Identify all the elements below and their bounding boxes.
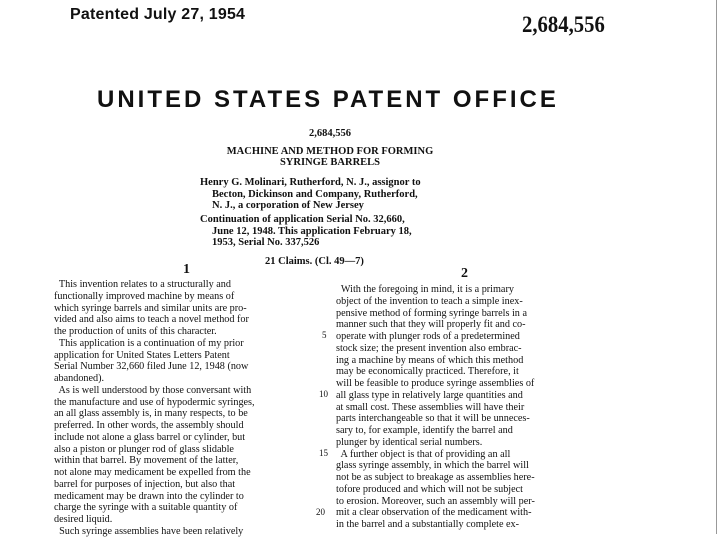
column2-line: stock size; the present invention also embrac-: [336, 342, 522, 354]
continuation-line-3: 1953, Serial No. 337,526: [212, 237, 320, 248]
column-2: [336, 284, 535, 531]
column2-line: plunger by identical serial numbers.: [336, 436, 483, 448]
column2-line: manner such that they will properly fit and co-: [336, 319, 526, 331]
column1-line: the production of units of this character.: [54, 326, 217, 337]
column2-line: sary to, for example, identify the barrel and: [336, 425, 513, 436]
column2-line: tofore produced and which will not be subject: [336, 483, 524, 495]
column1-line: medicament may be drawn into the cylinder to: [54, 490, 244, 502]
column1-line: include not alone a glass barrel or cylinder, but: [54, 431, 246, 443]
column1-line: This invention relates to a structurally and: [54, 279, 231, 290]
column-number-1: 1: [183, 262, 190, 277]
column1-line: the manufacture and use of hypodermic syringes,: [54, 396, 255, 408]
continuation-line-1: Continuation of application Serial No. 32,660,: [200, 214, 405, 225]
claims-line: 21 Claims. (Cl. 49—7): [265, 256, 364, 267]
column1-line: also a piston or plunger rod of glass slidable: [54, 443, 234, 455]
column1-line: Such syringe assemblies have been relatively: [54, 525, 244, 537]
column2-line: at small cost. These assemblies will have their: [336, 401, 525, 413]
inventor-line-1: Henry G. Molinari, Rutherford, N. J., assignor to: [200, 177, 421, 188]
column1-line: charge the syringe with a suitable quantity of: [54, 502, 238, 514]
line-number-5: 5: [322, 330, 327, 340]
patented-date: Patented July 27, 1954: [70, 6, 246, 23]
column2-line: object of the invention to teach a simple inex-: [336, 295, 523, 307]
column1-line: within that barrel. By movement of the latter,: [54, 455, 239, 467]
title-line-2: SYRINGE BARRELS: [279, 157, 381, 168]
inventor-line-2: Becton, Dickinson and Company, Rutherford,: [212, 189, 418, 200]
column1-line: preferred. In other words, the assembly should: [54, 420, 244, 431]
column2-line: all glass type in relatively large quantities and: [336, 389, 523, 401]
inventor-line-3: N. J., a corporation of New Jersey: [212, 200, 364, 211]
page-edge: [716, 0, 717, 534]
column2-line: not be as subject to breakage as assemblies here-: [336, 472, 535, 483]
column1-line: Serial Number 32,660 filed June 12, 1948 (now: [54, 361, 249, 373]
office-heading: UNITED STATES PATENT OFFICE: [97, 86, 559, 113]
column2-line: pensive method of forming syringe barrels in a: [336, 307, 527, 319]
column2-line: operate with plunger rods of a predetermined: [336, 331, 520, 342]
patent-number-small: 2,684,556: [309, 128, 351, 139]
column1-line: barrel for purposes of injection, but also that: [54, 478, 236, 490]
column1-line: an all glass assembly is, in many respects, to be: [54, 408, 248, 420]
line-number-15: 15: [319, 448, 328, 458]
line-number-10: 10: [319, 389, 328, 399]
column-1: [54, 279, 255, 538]
column2-line: ing a machine by means of which this method: [336, 354, 524, 366]
column1-line: functionally improved machine by means of: [54, 290, 235, 302]
column-number-2: 2: [461, 266, 468, 281]
title-line-1: MACHINE AND METHOD FOR FORMING: [226, 146, 434, 157]
column2-line: to erosion. Moreover, such an assembly will per-: [336, 495, 535, 507]
column1-line: which syringe barrels and similar units are pro-: [54, 302, 247, 314]
column2-line: mit a clear observation of the medicament with-: [336, 507, 532, 519]
column2-line: parts interchangeable so that it will be unneces-: [336, 413, 530, 425]
column1-line: abandoned).: [54, 373, 105, 384]
line-number-20: 20: [316, 507, 325, 517]
patent-number: 2,684,556: [522, 12, 605, 37]
column2-line: may be economically practiced. Therefore, it: [336, 366, 519, 378]
column2-line: With the foregoing in mind, it is a primary: [336, 284, 514, 295]
column2-line: glass syringe assembly, in which the barrel will: [336, 460, 529, 472]
column1-line: not alone may medicament be expelled from the: [54, 467, 251, 478]
continuation-line-2: June 12, 1948. This application February 18,: [212, 226, 412, 237]
column1-line: vided and also aims to teach a novel method for: [54, 314, 249, 326]
column1-line: As is well understood by those conversant with: [54, 384, 252, 396]
column1-line: This application is a continuation of my prior: [54, 337, 244, 349]
column2-line: in the barrel and a substantially complete ex-: [336, 519, 520, 530]
column2-line: will be feasible to produce syringe assemblies of: [336, 378, 535, 389]
column2-line: A further object is that of providing an all: [336, 448, 511, 460]
column1-line: application for United States Letters Patent: [54, 349, 230, 361]
column1-line: desired liquid.: [54, 514, 113, 525]
